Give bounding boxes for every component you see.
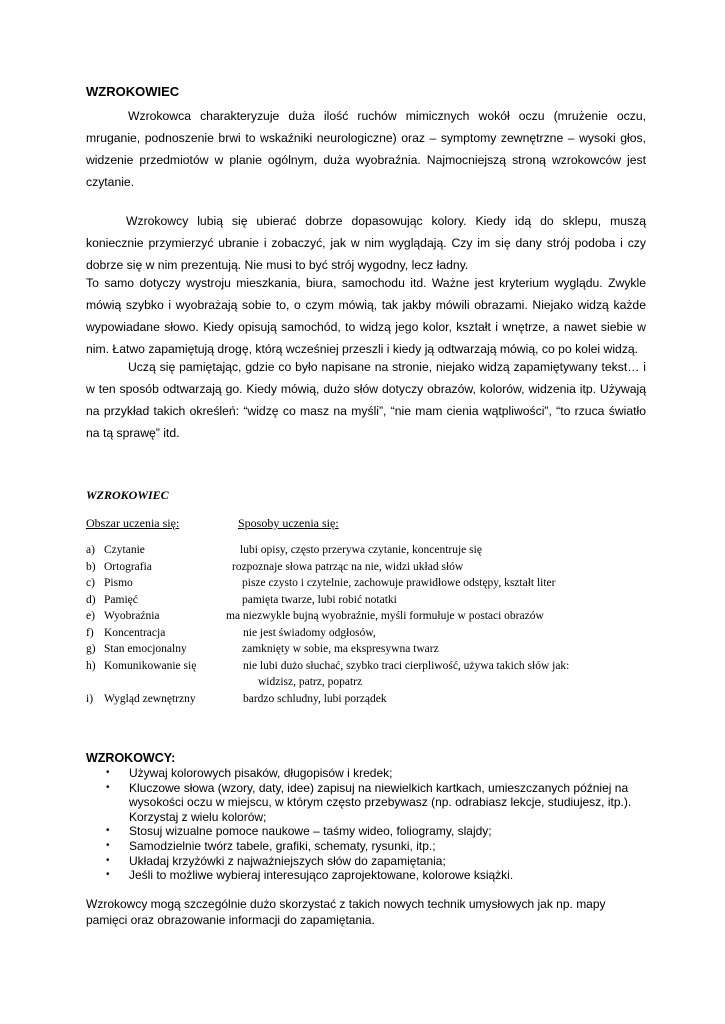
list-item bbox=[86, 781, 646, 825]
paragraph-2-text: Wzrokowcy lubią się ubierać dobrze dopasowując kolory. Kiedy idą do sklepu, muszą koniecznie przymierzyć ubranie i zobaczyć, jak w nim wyglądają. Czy im się dany strój podoba i czy dobrze się w nim prezentują. Nie musi to być strój wygodny, lecz ładny. bbox=[86, 214, 646, 272]
row-letter: g) bbox=[86, 643, 96, 655]
row-area: Koncentracja bbox=[104, 626, 166, 639]
list-item-text: Układaj krzyżówki z najważniejszych słów do zapamiętania; bbox=[129, 853, 446, 868]
row-method: pisze czysto i czytelnie, zachowuje prawidłowe odstępy, kształt liter bbox=[242, 577, 556, 589]
row-method: ma niezwykle bujną wyobraźnie, myśli formułuje w postaci obrazów bbox=[226, 610, 544, 622]
row-area: Wygląd zewnętrzny bbox=[104, 692, 196, 705]
tips-list bbox=[86, 766, 646, 883]
row-area: Ortografia bbox=[104, 560, 152, 573]
list-item-text: Jeśli to możliwe wybieraj interesująco zaprojektowane, kolorowe książki. bbox=[129, 868, 514, 883]
column-header-methods: Sposoby uczenia się: bbox=[238, 516, 339, 530]
table-row bbox=[86, 544, 646, 561]
section2-title: WZROKOWIEC bbox=[86, 488, 169, 502]
row-letter: a) bbox=[86, 544, 95, 556]
row-letter: c) bbox=[86, 577, 95, 589]
paragraph-1-text: Wzrokowca charakteryzuje duża ilość ruchów mimicznych wokół oczu (mrużenie oczu, mruganie, podnoszenie brwi to wskaźniki neurologiczne) oraz – symptomy zewnętrzne – wysoki głos, widzenie przedmiotów w planie ogólnym, duża wyobraźnia. Najmocniejszą stroną wzrokowców jest czytanie. bbox=[86, 109, 646, 189]
table-row bbox=[86, 627, 646, 644]
table-row bbox=[86, 643, 646, 660]
row-area: Pismo bbox=[104, 577, 133, 589]
paragraph-3: To samo dotyczy wystroju mieszkania, biura, samochodu itd. Ważne jest kryterium wyglądu. Zwykle mówią szybko i wyobrażają sobie to, o czym mówią, tak jakby mówili obrazami. Niejako widzą każde wypowiadane słowo. Kiedy opisują samochód, to widzą jego kolor, kształt i wnętrze, a nawet siebie w nim. Łatwo zapamiętują drogę, którą wcześniej przeszli i kiedy ją odtwarzają mówią, co po kolei widzą. bbox=[86, 276, 646, 356]
row-method: nie lubi dużo słuchać, szybko traci cierpliwość, używa takich słów jak: bbox=[243, 659, 570, 672]
list-item-text: Kluczowe słowa (wzory, daty, idee) zapisuj na niewielkich kartkach, umieszczanych później na wysokości oczu w miejscu, w którym często przebywasz (np. odrabiasz lekcje, studiujesz, itp.). Korzystaj z wielu kolorów; bbox=[129, 780, 632, 824]
row-method: pamięta twarze, lubi robić notatki bbox=[242, 593, 397, 606]
row-letter: d) bbox=[86, 593, 96, 606]
paragraph-4-text: Uczą się pamiętając, gdzie co było napisane na stronie, niejako widzą zapamiętywany tekst… i w ten sposób odtwarzają go. Kiedy mówią, dużo słów dotyczy obrazów, kolorów, widzenia itp. Używają na przykład takich określeń: “widzę co masz na myśli”, “nie mam cienia wątpliwości”, “to rzuca światło na tą sprawę” itd. bbox=[86, 360, 646, 440]
bullet-icon: • bbox=[106, 869, 110, 881]
row-area: Komunikowanie się bbox=[104, 659, 197, 672]
row-method: lubi opisy, często przerywa czytanie, koncentruje się bbox=[240, 544, 482, 556]
paragraph-1 bbox=[86, 105, 646, 193]
row-area: Czytanie bbox=[104, 544, 145, 556]
table-row bbox=[86, 594, 646, 611]
list-item bbox=[86, 824, 646, 839]
column-header-area: Obszar uczenia się: bbox=[86, 516, 180, 530]
bullet-icon: • bbox=[106, 781, 110, 793]
row-method: bardzo schludny, lubi porządek bbox=[243, 692, 387, 705]
bullet-icon: • bbox=[106, 839, 110, 851]
row-method: nie jest świadomy odgłosów, bbox=[243, 626, 376, 639]
row-area: Stan emocjonalny bbox=[104, 643, 187, 655]
closing-paragraph: Wzrokowcy mogą szczególnie dużo skorzystać z takich nowych technik umysłowych jak np. mapy pamięci oraz obrazowanie informacji do zapamiętania. bbox=[86, 897, 606, 927]
row-method: rozpoznaje słowa patrząc na nie, widzi układ słów bbox=[232, 560, 464, 573]
bullet-icon: • bbox=[106, 825, 110, 837]
row-method-continued: widzisz, patrz, popatrz bbox=[258, 675, 363, 688]
row-letter: h) bbox=[86, 659, 96, 672]
row-letter: f) bbox=[86, 626, 94, 639]
table-row bbox=[86, 693, 646, 710]
row-letter: b) bbox=[86, 560, 96, 573]
row-method: zamknięty w sobie, ma ekspresywna twarz bbox=[242, 643, 439, 655]
table-row bbox=[86, 660, 646, 693]
section3-title: WZROKOWCY: bbox=[86, 751, 176, 765]
table-row bbox=[86, 577, 646, 594]
list-item-text: Używaj kolorowych pisaków, długopisów i kredek; bbox=[129, 766, 393, 780]
list-item-text: Stosuj wizualne pomoce naukowe – taśmy wideo, foliogramy, slajdy; bbox=[129, 824, 492, 839]
row-letter: i) bbox=[86, 692, 94, 705]
bullet-icon: • bbox=[106, 767, 110, 778]
paragraph-4 bbox=[86, 356, 646, 444]
list-item bbox=[86, 839, 646, 854]
list-item bbox=[86, 766, 646, 781]
row-area: Pamięć bbox=[104, 593, 138, 606]
learning-table bbox=[86, 544, 646, 709]
table-row bbox=[86, 610, 646, 627]
list-item bbox=[86, 854, 646, 869]
paragraph-2 bbox=[86, 210, 646, 276]
list-item bbox=[86, 868, 646, 883]
row-letter: e) bbox=[86, 610, 95, 622]
section1-title: WZROKOWIEC bbox=[86, 84, 180, 99]
table-row bbox=[86, 561, 646, 578]
bullet-icon: • bbox=[106, 854, 110, 866]
row-area: Wyobraźnia bbox=[104, 610, 160, 622]
list-item-text: Samodzielnie twórz tabele, grafiki, schematy, rysunki, itp.; bbox=[129, 838, 436, 853]
